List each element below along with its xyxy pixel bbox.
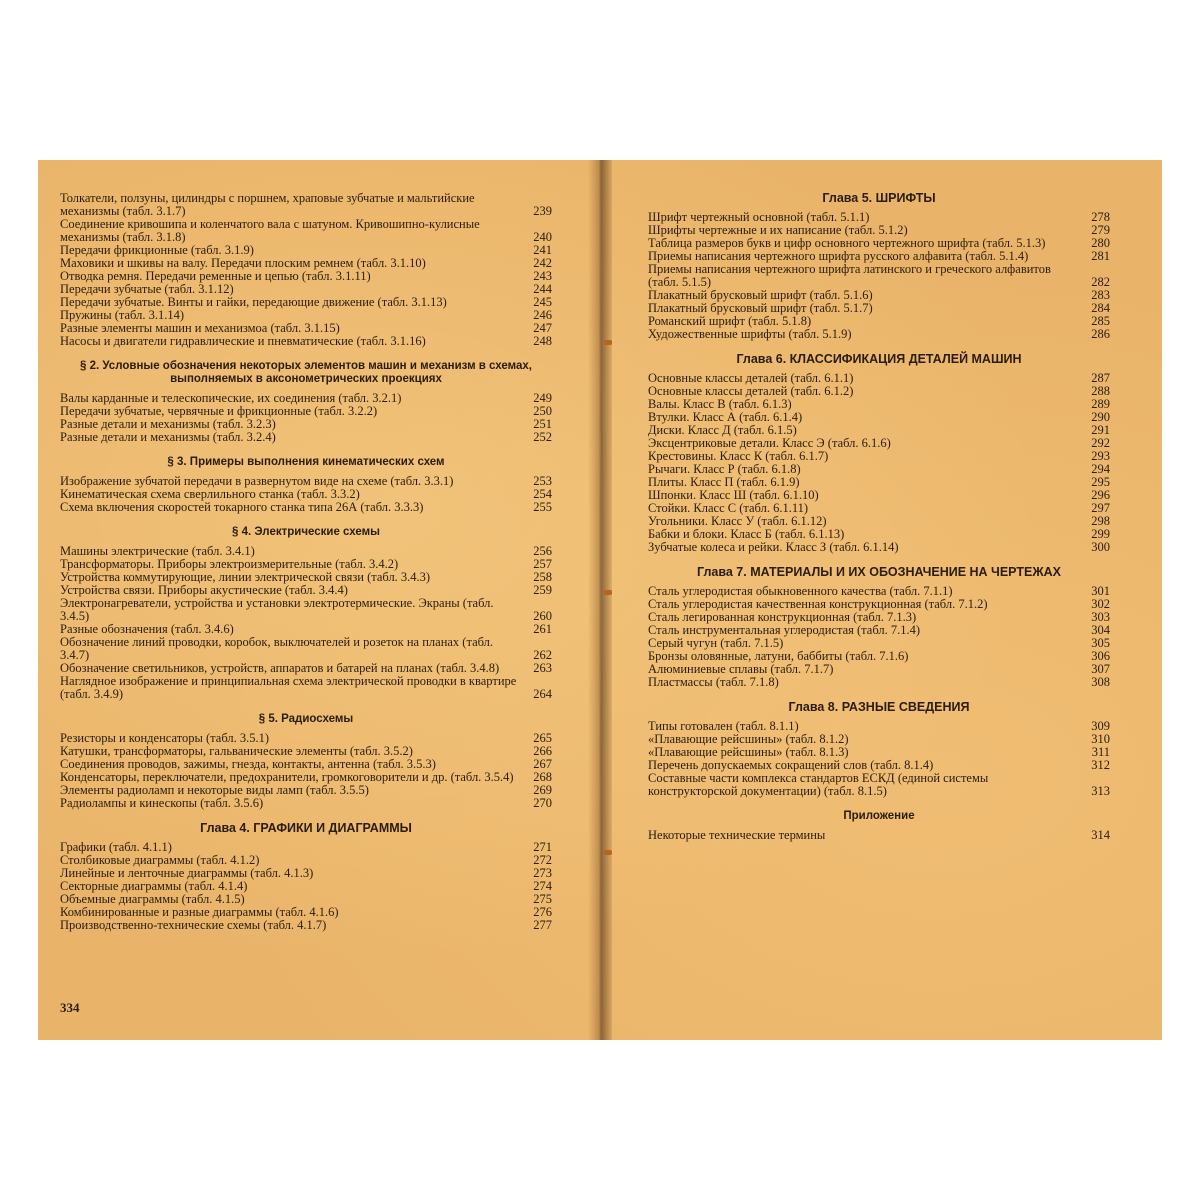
toc-entry-page: 286 [1091,327,1110,341]
toc-entry-page: 288 [1091,384,1110,398]
toc-entry-title: Некоторые технические термины [648,828,826,842]
toc-entry [648,263,1110,289]
toc-entry-page: 262 [533,648,552,662]
toc-entry-page: 242 [533,256,552,270]
toc-entry-title: Шрифты чертежные и их написание (табл. 5.1.2) [648,223,908,237]
toc-entry-page: 264 [533,687,552,701]
toc-entry-title: Втулки. Класс А (табл. 6.1.4) [648,410,803,424]
section-heading: Глава 5. ШРИФТЫ [822,191,936,205]
toc-entry-page: 255 [533,500,552,514]
toc-entry-page: 284 [1091,301,1110,315]
toc-entry-title: Приемы написания чертежного шрифта латинского и греческого алфавитов (табл. 5.1.5) [648,262,1051,289]
toc-entry-title: Объемные диаграммы (табл. 4.1.5) [60,892,245,906]
section-heading: Глава 8. РАЗНЫЕ СВЕДЕНИЯ [788,700,970,714]
toc-entry-title: Плиты. Класс П (табл. 6.1.9) [648,475,800,489]
toc-entry-title: Основные классы деталей (табл. 6.1.2) [648,384,854,398]
toc-entry-page: 287 [1091,371,1110,385]
toc-entry-page: 257 [533,557,552,571]
toc-entry-title: Насосы и двигатели гидравлические и пневматические (табл. 3.1.16) [60,334,426,348]
toc-entry-title: Обозначение линий проводки, коробок, выключателей и розеток на планах (табл. 3.4.7) [60,635,494,662]
right-page-toc [648,192,1110,842]
toc-entry-page: 269 [533,783,552,797]
toc-entry-page: 276 [533,905,552,919]
toc-entry-page: 282 [1091,275,1110,289]
toc-entry-page: 270 [533,796,552,810]
book-gutter [588,160,612,1040]
toc-entry-page: 273 [533,866,552,880]
toc-entry [60,335,552,348]
toc-entry [60,192,552,218]
toc-entry-page: 309 [1091,719,1110,733]
page-number-folio: 334 [60,1000,80,1015]
binding-stitch [604,590,612,595]
toc-entry-title: Бабки и блоки. Класс Б (табл. 6.1.13) [648,527,845,541]
toc-entry-page: 300 [1091,540,1110,554]
toc-entry-title: Соединение кривошипа и коленчатого вала с шатуном. Кривошипно-кулисные механизмы (табл. 3.1.8) [60,217,480,244]
toc-entry-title: Шпонки. Класс Ш (табл. 6.1.10) [648,488,819,502]
toc-entry-page: 271 [533,840,552,854]
toc-entry-page: 272 [533,853,552,867]
toc-entry-page: 283 [1091,288,1110,302]
toc-entry-title: Сталь легированная конструкционная (табл. 7.1.3) [648,610,917,624]
toc-entry-page: 252 [533,430,552,444]
toc-entry [648,328,1110,341]
toc-entry-page: 279 [1091,223,1110,237]
section-heading: § 2. Условные обозначения некоторых элементов машин и механизм в схемах, выполняемых в аксонометрических проекциях [80,360,532,385]
toc-entry [60,636,552,662]
toc-entry-title: Основные классы деталей (табл. 6.1.1) [648,371,854,385]
left-page-toc [60,192,552,932]
toc-entry-page: 244 [533,282,552,296]
toc-entry-page: 311 [1091,745,1110,759]
toc-entry-title: Комбинированные и разные диаграммы (табл. 4.1.6) [60,905,339,919]
toc-entry-title: Схема включения скоростей токарного станка типа 26А (табл. 3.3.3) [60,500,424,514]
toc-entry-page: 301 [1091,584,1110,598]
toc-entry-title: Радиолампы и кинескопы (табл. 3.5.6) [60,796,264,810]
toc-entry-title: Секторные диаграммы (табл. 4.1.4) [60,879,248,893]
toc-entry-title: Валы. Класс В (табл. 6.1.3) [648,397,792,411]
toc-entry-title: Производственно-технические схемы (табл. 4.1.7) [60,918,327,932]
toc-entry-title: Машины электрические (табл. 3.4.1) [60,544,255,558]
toc-entry-page: 266 [533,744,552,758]
toc-entry-page: 302 [1091,597,1110,611]
toc-entry-page: 247 [533,321,552,335]
toc-entry-page: 298 [1091,514,1110,528]
toc-entry-title: Трансформаторы. Приборы электроизмерительные (табл. 3.4.2) [60,557,399,571]
toc-entry-page: 295 [1091,475,1110,489]
toc-entry-title: Зубчатые колеса и рейки. Класс З (табл. 6.1.14) [648,540,899,554]
toc-entry-page: 239 [533,204,552,218]
toc-entry [648,541,1110,554]
toc-entry-page: 274 [533,879,552,893]
toc-entry-page: 277 [533,918,552,932]
toc-entry-title: Резисторы и конденсаторы (табл. 3.5.1) [60,731,270,745]
toc-entry-title: Типы готовален (табл. 8.1.1) [648,719,799,733]
toc-entry-title: Таблица размеров букв и цифр основного чертежного шрифта (табл. 5.1.3) [648,236,1046,250]
toc-entry-title: Устройства связи. Приборы акустические (табл. 3.4.4) [60,583,348,597]
toc-entry-title: Разные обозначения (табл. 3.4.6) [60,622,234,636]
toc-entry-title: Передачи зубчатые, червячные и фрикционные (табл. 3.2.2) [60,404,378,418]
toc-entry-title: Пластмассы (табл. 7.1.8) [648,675,779,689]
book-spread [38,160,1162,1040]
toc-entry-title: Маховики и шкивы на валу. Передачи плоским ремнем (табл. 3.1.10) [60,256,426,270]
toc-entry-title: Эксцентриковые детали. Класс Э (табл. 6.1.6) [648,436,891,450]
toc-entry-title: Изображение зубчатой передачи в развернутом виде на схеме (табл. 3.3.1) [60,474,454,488]
toc-entry-title: Столбиковые диаграммы (табл. 4.1.2) [60,853,260,867]
toc-entry-title: Плакатный брусковый шрифт (табл. 5.1.7) [648,301,873,315]
toc-entry-title: Разные детали и механизмы (табл. 3.2.4) [60,430,276,444]
toc-entry [648,829,1110,842]
toc-entry-title: Диски. Класс Д (табл. 6.1.5) [648,423,797,437]
toc-entry-title: Графики (табл. 4.1.1) [60,840,172,854]
toc-entry-page: 254 [533,487,552,501]
toc-entry-page: 245 [533,295,552,309]
toc-entry-page: 312 [1091,758,1110,772]
toc-entry [60,797,552,810]
toc-entry-page: 253 [533,474,552,488]
toc-entry-page: 259 [533,583,552,597]
toc-entry-page: 263 [533,661,552,675]
toc-entry-title: Шрифт чертежный основной (табл. 5.1.1) [648,210,870,224]
toc-entry-title: Плакатный брусковый шрифт (табл. 5.1.6) [648,288,873,302]
toc-entry-page: 278 [1091,210,1110,224]
toc-entry [60,597,552,623]
toc-entry-page: 291 [1091,423,1110,437]
toc-entry-page: 256 [533,544,552,558]
toc-entry-title: Романский шрифт (табл. 5.1.8) [648,314,812,328]
toc-entry-title: Крестовины. Класс К (табл. 6.1.7) [648,449,829,463]
section-heading: § 3. Примеры выполнения кинематических схем [167,456,445,468]
section-heading: Глава 6. КЛАССИФИКАЦИЯ ДЕТАЛЕЙ МАШИН [736,352,1022,366]
toc-entry-title: Сталь инструментальная углеродистая (табл. 7.1.4) [648,623,921,637]
toc-entry-title: Пружины (табл. 3.1.14) [60,308,185,322]
toc-entry-page: 305 [1091,636,1110,650]
toc-entry-page: 258 [533,570,552,584]
toc-entry-page: 310 [1091,732,1110,746]
toc-entry-page: 240 [533,230,552,244]
toc-entry-page: 292 [1091,436,1110,450]
toc-entry-title: Разные элементы машин и механизмоа (табл. 3.1.15) [60,321,340,335]
toc-entry-title: Обозначение светильников, устройств, аппаратов и батарей на планах (табл. 3.4.8) [60,661,500,675]
toc-entry-page: 248 [533,334,552,348]
toc-entry-title: «Плавающие рейсшины» (табл. 8.1.3) [648,745,849,759]
toc-entry-page: 275 [533,892,552,906]
toc-entry-title: Разные детали и механизмы (табл. 3.2.3) [60,417,276,431]
toc-entry-page: 280 [1091,236,1110,250]
toc-entry-title: Художественные шрифты (табл. 5.1.9) [648,327,852,341]
toc-entry-page: 251 [533,417,552,431]
toc-entry-page: 306 [1091,649,1110,663]
toc-entry-page: 281 [1091,249,1110,263]
toc-entry-title: Толкатели, ползуны, цилиндры с поршнем, храповые зубчатые и мальтийские механизмы (табл. 3.1.7) [60,191,475,218]
toc-entry-title: Устройства коммутирующие, линии электрической связи (табл. 3.4.3) [60,570,431,584]
binding-stitch [604,340,612,345]
toc-entry-title: Угольники. Класс У (табл. 6.1.12) [648,514,827,528]
toc-entry-title: Катушки, трансформаторы, гальванические элементы (табл. 3.5.2) [60,744,413,758]
toc-entry-page: 241 [533,243,552,257]
binding-stitch [604,850,612,855]
section-heading: § 4. Электрические схемы [232,526,380,538]
toc-entry-page: 260 [533,609,552,623]
toc-entry-page: 314 [1091,828,1110,842]
toc-entry-title: Соединения проводов, зажимы, гнезда, контакты, антенна (табл. 3.5.3) [60,757,436,771]
toc-entry-page: 303 [1091,610,1110,624]
toc-entry [648,676,1110,689]
toc-entry [60,431,552,444]
toc-entry-title: Электронагреватели, устройства и установки электротермические. Экраны (табл. 3.4.5) [60,596,494,623]
section-heading: Глава 7. МАТЕРИАЛЫ И ИХ ОБОЗНАЧЕНИЕ НА ЧЕРТЕЖАХ [697,565,1061,579]
toc-entry-title: Отводка ремня. Передачи ременные и цепью (табл. 3.1.11) [60,269,371,283]
toc-entry-page: 290 [1091,410,1110,424]
toc-entry-title: Серый чугун (табл. 7.1.5) [648,636,784,650]
toc-entry-title: Конденсаторы, переключатели, предохранители, громкоговорители и др. (табл. 3.5.4) [60,770,514,784]
toc-entry-title: Передачи зубчатые. Винты и гайки, передающие движение (табл. 3.1.13) [60,295,447,309]
toc-entry-page: 261 [533,622,552,636]
toc-entry-title: Стойки. Класс С (табл. 6.1.11) [648,501,809,515]
toc-entry-page: 299 [1091,527,1110,541]
toc-entry-page: 250 [533,404,552,418]
section-heading: § 5. Радиосхемы [258,713,354,725]
toc-entry-page: 293 [1091,449,1110,463]
toc-entry-page: 308 [1091,675,1110,689]
toc-entry-title: Сталь углеродистая качественная конструкционная (табл. 7.1.2) [648,597,988,611]
toc-entry-page: 249 [533,391,552,405]
toc-entry-page: 296 [1091,488,1110,502]
toc-entry-title: Передачи фрикционные (табл. 3.1.9) [60,243,254,257]
toc-entry-title: Составные части комплекса стандартов ЕСКД (единой системы конструкторской документации) (табл. 8.1.5) [648,771,989,798]
toc-entry-page: 265 [533,731,552,745]
toc-entry-page: 243 [533,269,552,283]
toc-entry-page: 267 [533,757,552,771]
toc-entry-page: 294 [1091,462,1110,476]
toc-entry-title: Кинематическая схема сверлильного станка (табл. 3.3.2) [60,487,360,501]
toc-entry-title: Алюминиевые сплавы (табл. 7.1.7) [648,662,834,676]
section-heading: Приложение [843,810,915,822]
toc-entry-title: Приемы написания чертежного шрифта русского алфавита (табл. 5.1.4) [648,249,1029,263]
toc-entry-page: 268 [533,770,552,784]
toc-entry-page: 285 [1091,314,1110,328]
toc-entry-title: Элементы радиоламп и некоторые виды ламп (табл. 3.5.5) [60,783,369,797]
toc-entry [648,772,1110,798]
toc-entry-title: Сталь углеродистая обыкновенного качества (табл. 7.1.1) [648,584,953,598]
toc-entry-title: Рычаги. Класс Р (табл. 6.1.8) [648,462,801,476]
toc-entry-page: 246 [533,308,552,322]
toc-entry-page: 313 [1091,784,1110,798]
toc-entry-page: 289 [1091,397,1110,411]
toc-entry [60,501,552,514]
toc-entry-title: Наглядное изображение и принципиальная схема электрической проводки в квартире (табл. 3.4.9) [60,674,517,701]
toc-entry [60,218,552,244]
toc-entry-page: 297 [1091,501,1110,515]
toc-entry [60,919,552,932]
toc-entry-page: 304 [1091,623,1110,637]
toc-entry-title: Перечень допускаемых сокращений слов (табл. 8.1.4) [648,758,934,772]
toc-entry-page: 307 [1091,662,1110,676]
toc-entry [60,675,552,701]
toc-entry-title: Бронзы оловянные, латуни, баббиты (табл. 7.1.6) [648,649,909,663]
section-heading: Глава 4. ГРАФИКИ И ДИАГРАММЫ [200,821,412,835]
toc-entry-title: Валы карданные и телескопические, их соединения (табл. 3.2.1) [60,391,402,405]
toc-entry-title: Передачи зубчатые (табл. 3.1.12) [60,282,234,296]
toc-entry-title: «Плавающие рейсшины» (табл. 8.1.2) [648,732,849,746]
toc-entry-title: Линейные и ленточные диаграммы (табл. 4.1.3) [60,866,314,880]
